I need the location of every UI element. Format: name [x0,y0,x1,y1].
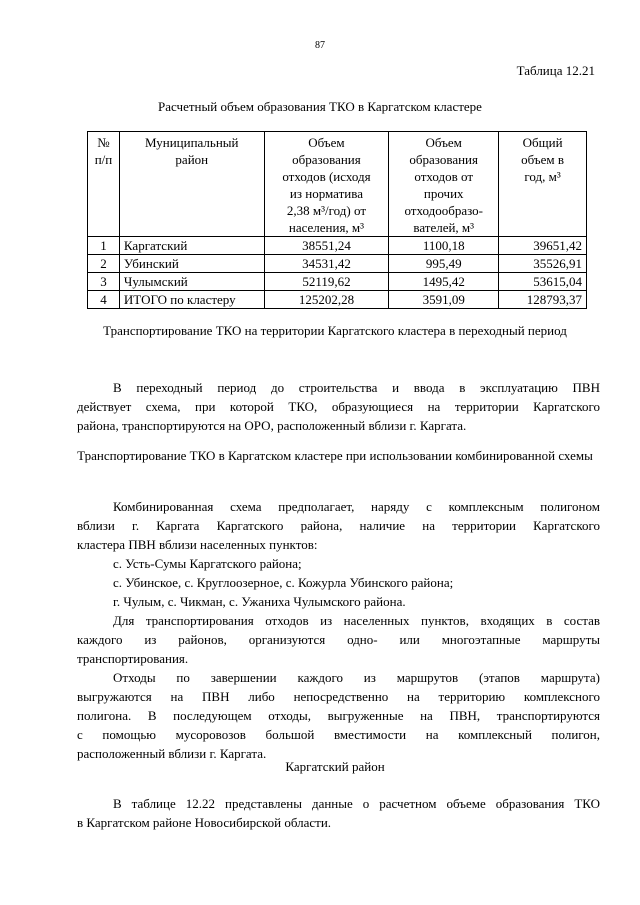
header-line: отходов (исходя [282,169,371,184]
cell-district: Каргатский [119,237,264,255]
text-line: района, транспортируются на ОРО, расположенный вблизи г. Каргата. [77,418,467,433]
section-heading-kargat-district [60,757,610,776]
page-number: 87 [315,40,325,51]
header-line: п/п [94,152,113,167]
table-title: Расчетный объем образования ТКО в Каргатском кластере [158,99,482,114]
header-line: объем в [521,152,565,167]
cell-num: 4 [88,291,120,309]
list-item: с. Убинское, с. Круглоозерное, с. Кожурла Убинского района; [113,575,454,590]
heading-line: Каргатский район [285,759,385,774]
header-line: № [97,135,110,150]
cell-district: Чулымский [119,273,264,291]
header-line: год, м³ [524,169,561,184]
cell-total-volume: 53615,04 [499,273,587,291]
cell-total-volume: 39651,42 [499,237,587,255]
paragraph-combined [77,497,600,763]
header-population-volume [264,132,389,237]
heading-line: в переходный период [449,323,567,338]
header-line: 2,38 м³/год) от [286,203,366,218]
header-line: образования [292,152,361,167]
cell-district: Убинский [119,255,264,273]
cell-num: 1 [88,237,120,255]
cell-population-volume: 52119,62 [264,273,389,291]
list-item: с. Усть-Сумы Каргатского района; [113,556,302,571]
paragraph-kargat-district [77,794,600,832]
text-line: действует схема, при которой ТКО, образующиеся на территории Каргатского [77,399,600,414]
table-header-row [88,132,587,237]
header-line: отходов от [414,169,474,184]
cell-total-volume: 35526,91 [499,255,587,273]
text-line: В переходный период до строительства и ввода в эксплуатацию ПВН [113,380,600,395]
header-other-volume [389,132,499,237]
paragraph-transition [77,378,600,435]
text-line: Для транспортирования отходов из населенных пунктов, входящих в состав [113,613,600,628]
table-row [88,273,587,291]
table-caption: Таблица 12.21 [516,63,595,78]
header-line: вателей, м³ [413,220,475,235]
header-num [88,132,120,237]
text-line: с помощью мусоровозов большой вместимости на комплексный полигон, [77,727,600,742]
cell-num: 3 [88,273,120,291]
text-line: В таблице 12.22 представлены данные о расчетном объеме образования ТКО [113,796,600,811]
table-row [88,237,587,255]
header-line: отходообразо- [404,203,483,218]
cell-district: ИТОГО по кластеру [119,291,264,309]
cell-population-volume: 34531,42 [264,255,389,273]
text-line: Комбинированная схема предполагает, наряду с комплексным полигоном [113,499,600,514]
waste-volume-table [87,131,587,309]
header-line: Объем [425,135,462,150]
cell-population-volume: 38551,24 [264,237,389,255]
cell-num: 2 [88,255,120,273]
text-line: вблизи г. Каргата Каргатского района, наличие на территории Каргатского [77,518,600,533]
header-line: населения, м³ [288,220,365,235]
text-line: каждого из районов, организуются одно- или многоэтапные маршруты [77,632,600,647]
header-line: из норматива [289,186,363,201]
text-line: Отходы по завершении каждого из маршрутов (этапов маршрута) [113,670,600,685]
header-line: прочих [423,186,464,201]
header-line: Объем [308,135,345,150]
cell-other-volume: 1495,42 [389,273,499,291]
header-total-volume [499,132,587,237]
section-heading-transition [60,321,610,340]
table-row-total [88,291,587,309]
header-line: образования [409,152,478,167]
list-item: г. Чулым, с. Чикман, с. Ужаниха Чулымского района. [113,594,406,609]
section-heading-combined [60,446,610,465]
cell-population-volume: 125202,28 [264,291,389,309]
text-line: кластера ПВН вблизи населенных пунктов: [77,537,318,552]
header-line: район [175,152,209,167]
header-line: Общий [522,135,563,150]
heading-line: комбинированной схемы [455,448,593,463]
heading-line: Транспортирование ТКО в Каргатском кластере при использовании [77,448,453,463]
text-line: выгружаются на ПВН либо непосредственно на территорию комплексного [77,689,600,704]
text-line: полигона. В последующем отходы, выгруженные на ПВН, транспортируются [77,708,600,723]
heading-line: Транспортирование ТКО на территории Каргатского кластера [103,323,446,338]
text-line: транспортирования. [77,651,189,666]
cell-other-volume: 3591,09 [389,291,499,309]
cell-other-volume: 1100,18 [389,237,499,255]
header-district [119,132,264,237]
cell-other-volume: 995,49 [389,255,499,273]
table-row [88,255,587,273]
text-line: в Каргатском районе Новосибирской области. [77,815,332,830]
cell-total-volume: 128793,37 [499,291,587,309]
text-line: расположенный вблизи г. Каргата. [77,746,267,761]
header-line: Муниципальный [145,135,239,150]
